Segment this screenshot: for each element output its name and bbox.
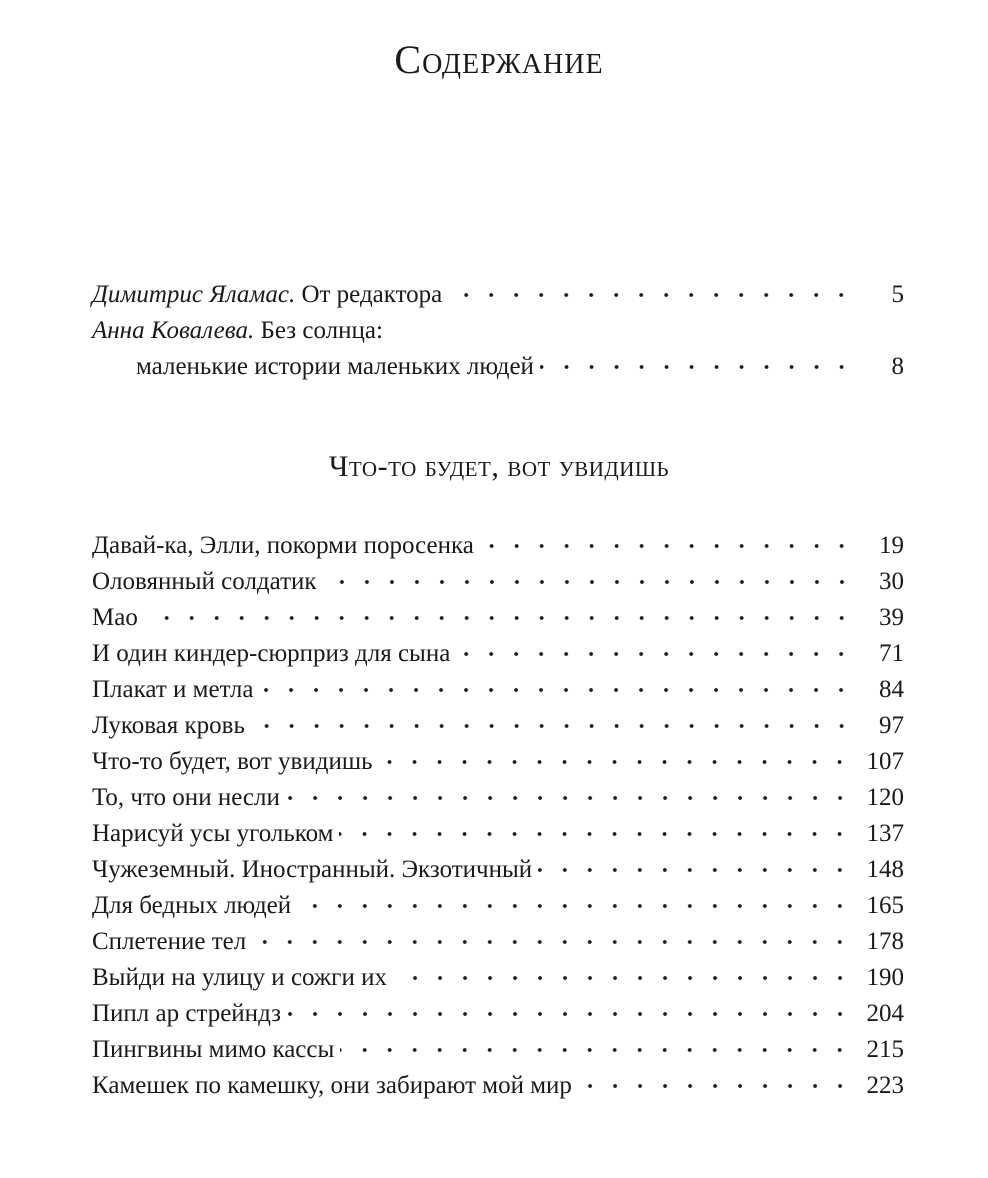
toc-entry[interactable]	[92, 636, 904, 672]
dot-leader	[287, 996, 859, 1032]
toc-entry[interactable]	[92, 313, 904, 349]
dot-leader	[578, 1068, 859, 1104]
toc-entry[interactable]	[92, 1032, 904, 1068]
entry-title: От редактора	[301, 281, 443, 308]
entry-title: Чужеземный. Иностранный. Экзотичный	[92, 856, 533, 883]
toc-entry[interactable]	[92, 600, 904, 636]
toc-entry[interactable]	[92, 1068, 904, 1104]
toc-entry[interactable]	[92, 816, 904, 852]
page-number: 97	[879, 712, 904, 739]
toc-entry[interactable]	[92, 996, 904, 1032]
dot-leader	[339, 816, 858, 852]
dot-leader	[540, 349, 860, 385]
entry-title: И один киндер-сюрприз для сына	[92, 640, 451, 667]
entry-title: Что-то будет, вот увидишь	[92, 748, 373, 775]
toc-entry[interactable]	[92, 708, 904, 744]
dot-leader	[538, 852, 858, 888]
toc-entry[interactable]	[92, 528, 904, 564]
page-number: 137	[866, 820, 904, 847]
dot-leader	[480, 528, 860, 564]
entry-author: Димитрис Яламас.	[92, 281, 296, 308]
entry-author: Анна Ковалева.	[92, 317, 255, 344]
page-number: 71	[879, 640, 904, 667]
entry-title: Выйди на улицу и сожги их	[92, 964, 387, 991]
page-number: 215	[866, 1036, 904, 1063]
dot-leader	[252, 924, 858, 960]
page-number: 84	[879, 676, 904, 703]
page-number: 165	[866, 892, 904, 919]
toc-entry[interactable]	[92, 780, 904, 816]
entry-title: Нарисуй усы угольком	[92, 820, 334, 847]
page-number: 178	[866, 928, 904, 955]
entry-title: Луковая кровь	[92, 712, 245, 739]
toc-entry[interactable]	[92, 924, 904, 960]
entry-title: Давай-ка, Элли, покорми поросенка	[92, 532, 474, 559]
page-number: 8	[891, 353, 904, 380]
page-number: 39	[879, 604, 904, 631]
entry-title: Плакат и метла	[92, 676, 254, 703]
entry-title: Пингвины мимо кассы	[92, 1036, 335, 1063]
intro-toc	[92, 277, 904, 385]
toc-entry-continuation[interactable]	[92, 349, 904, 385]
stories-toc	[92, 528, 904, 1104]
dot-leader	[448, 277, 860, 313]
toc-entry[interactable]	[92, 744, 904, 780]
entry-title-continuation: маленькие истории маленьких людей	[136, 353, 534, 380]
entry-title: Пипл ар стрейндз	[92, 1000, 281, 1027]
toc-entry[interactable]	[92, 277, 904, 313]
page-number: 120	[866, 784, 904, 811]
dot-leader	[297, 888, 858, 924]
toc-entry[interactable]	[92, 888, 904, 924]
section-title: Что-то будет, вот увидишь	[328, 450, 670, 483]
dot-leader	[378, 744, 858, 780]
dot-leader	[340, 1032, 858, 1068]
page-number: 223	[866, 1072, 904, 1099]
dot-leader	[144, 600, 860, 636]
toc-entry[interactable]	[92, 564, 904, 600]
entry-title: То, что они несли	[92, 784, 280, 811]
page-number: 107	[866, 748, 904, 775]
page-number: 30	[879, 568, 904, 595]
dot-leader	[286, 780, 859, 816]
page-number: 204	[866, 1000, 904, 1027]
toc-entry[interactable]	[92, 852, 904, 888]
page-number: 5	[891, 281, 904, 308]
toc-entry[interactable]	[92, 672, 904, 708]
dot-leader	[259, 672, 860, 708]
dot-leader	[393, 960, 859, 996]
page-title: Содержание	[394, 37, 604, 82]
entry-title: Мао	[92, 604, 138, 631]
dot-leader	[456, 636, 860, 672]
entry-title: Без солнца:	[260, 317, 383, 344]
entry-title: Для бедных людей	[92, 892, 292, 919]
page-number: 148	[866, 856, 904, 883]
dot-leader	[323, 564, 860, 600]
dot-leader	[251, 708, 860, 744]
entry-title: Камешек по камешку, они забирают мой мир	[92, 1072, 572, 1099]
entry-title: Оловянный солдатик	[92, 568, 317, 595]
page-number: 19	[879, 532, 904, 559]
entry-title: Сплетение тел	[92, 928, 247, 955]
page-number: 190	[866, 964, 904, 991]
toc-entry[interactable]	[92, 960, 904, 996]
